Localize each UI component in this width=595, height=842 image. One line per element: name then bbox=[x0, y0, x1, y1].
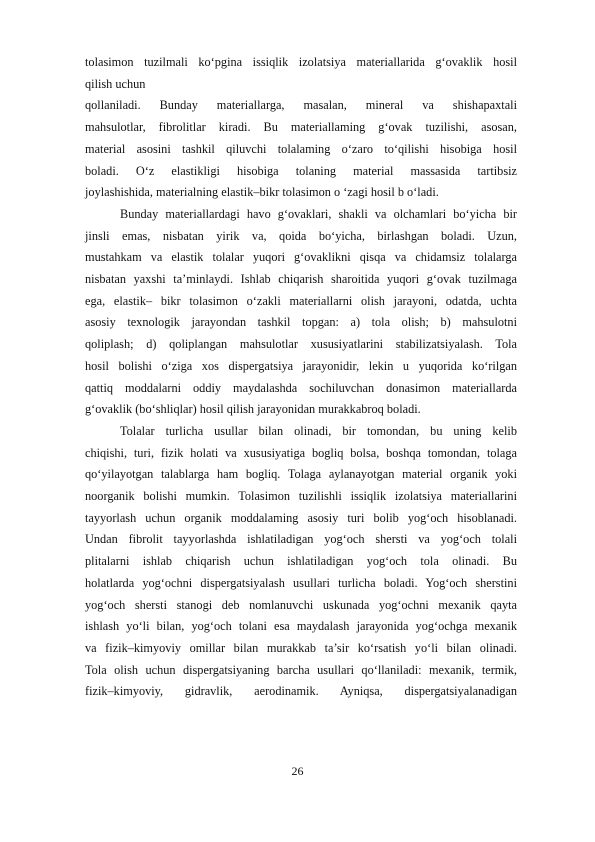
text-line: chiqishi, turi, fizik holati va xususiyatiga bogliq bolsa, boshqa tomondan, tolaga bbox=[85, 445, 517, 460]
text-line: material asosini tashkil qiluvchi tolalaming oʻzaro toʻqilishi hisobiga hosil bbox=[85, 141, 517, 156]
text-line: qattiq moddalarni oddiy maydalashda sochiluvchan donasimon materiallarda bbox=[85, 380, 517, 395]
text-line: yogʻoch shersti stanogi deb nomlanuvchi uskunada yogʻochni mexanik qayta bbox=[85, 597, 517, 612]
text-line: tayyorlash uchun organik moddalaming asosiy turi bolib yogʻoch hisoblanadi. bbox=[85, 510, 517, 525]
text-line: plitalarni ishlab chiqarish uchun ishlatiladigan yogʻoch tola olinadi. Bu bbox=[85, 554, 517, 569]
text-line: jinsli emas, nisbatan yirik va, qoida boʻyicha, birlashgan boladi. Uzun, bbox=[85, 228, 517, 243]
text-line: noorganik bolishi mumkin. Tolasimon tuzilishli issiqlik izolatsiya materiallarini bbox=[85, 489, 517, 504]
text-line: joylashishida, materialning elastik–bikr tolasimon o ʻzagi hosil b oʻladi. bbox=[85, 185, 439, 200]
text-line: gʻovaklik (boʻshliqlar) hosil qilish jarayonidan murakkabroq boladi. bbox=[85, 402, 421, 417]
text-line: holatlarda yogʻochni dispergatsiyalash usullari turlicha boladi. Yogʻoch sherstini bbox=[85, 575, 517, 590]
text-line: ishlash yoʻli bilan, yogʻoch tolani esa maydalash jarayonida yogʻochga mexanik bbox=[85, 619, 517, 634]
document-page bbox=[85, 52, 517, 703]
text-line: tolasimon tuzilmali koʻpgina issiqlik izolatsiya materiallarida gʻovaklik hosil bbox=[85, 55, 517, 69]
text-line: qoʻyilayotgan talablarga ham bogliq. Tolaga aylanayotgan material organik yoki bbox=[85, 467, 517, 482]
text-line: qollaniladi. Bunday materiallarga, masalan, mineral va shishapaxtali bbox=[85, 98, 517, 113]
text-line: ega, elastik– bikr tolasimon oʻzakli materiallarni olish jarayoni, odatda, uchta bbox=[85, 293, 517, 308]
text-line: fizik–kimyoviy, gidravlik, aerodinamik. Ayniqsa, dispergatsiyalanadigan bbox=[85, 684, 517, 699]
text-line: Tolalar turlicha usullar bilan olinadi, bir tomondan, bu uning kelib bbox=[120, 423, 517, 438]
text-line: mahsulotlar, fibrolitlar kiradi. Bu materiallaming gʻovak tuzilishi, asosan, bbox=[85, 120, 517, 135]
text-line: boladi. Oʻz elastikligi hisobiga tolaning material massasida tartibsiz bbox=[85, 163, 517, 178]
text-line: Undan fibrolit tayyorlashda ishlatiladigan yogʻoch shersti va yogʻoch tolali bbox=[85, 532, 517, 547]
text-line: Tola olish uchun dispergatsiyaning barcha usullari qoʻllaniladi: mexanik, termik, bbox=[85, 662, 517, 677]
text-line: asosiy texnologik jarayondan tashkil topgan: a) tola olish; b) mahsulotni bbox=[85, 315, 517, 330]
text-line: hosil bolishi oʻziga xos dispergatsiya jarayonidir, lekin u yuqorida koʻrilgan bbox=[85, 358, 517, 373]
text-line: va fizik–kimyoviy omillar bilan murakkab ta’sir koʻrsatish yoʻli bilan olinadi. bbox=[85, 640, 517, 655]
text-line: Bunday materiallardagi havo gʻovaklari, shakli va olchamlari boʻyicha bir bbox=[120, 206, 517, 221]
text-line: nisbatan yaxshi ta’minlaydi. Ishlab chiqarish sharoitida yuqori gʻovak tuzilmaga bbox=[85, 272, 517, 287]
text-line: qilish uchun bbox=[85, 76, 146, 91]
text-line: mustahkam va elastik tolalar yuqori gʻovaklikni qisqa va chidamsiz tolalarga bbox=[85, 250, 517, 265]
text-line: qoliplash; d) qoliplangan mahsulotlar xususiyatlarini stabilizatsiyalash. Tola bbox=[85, 337, 517, 352]
page-number: 26 bbox=[291, 764, 304, 778]
